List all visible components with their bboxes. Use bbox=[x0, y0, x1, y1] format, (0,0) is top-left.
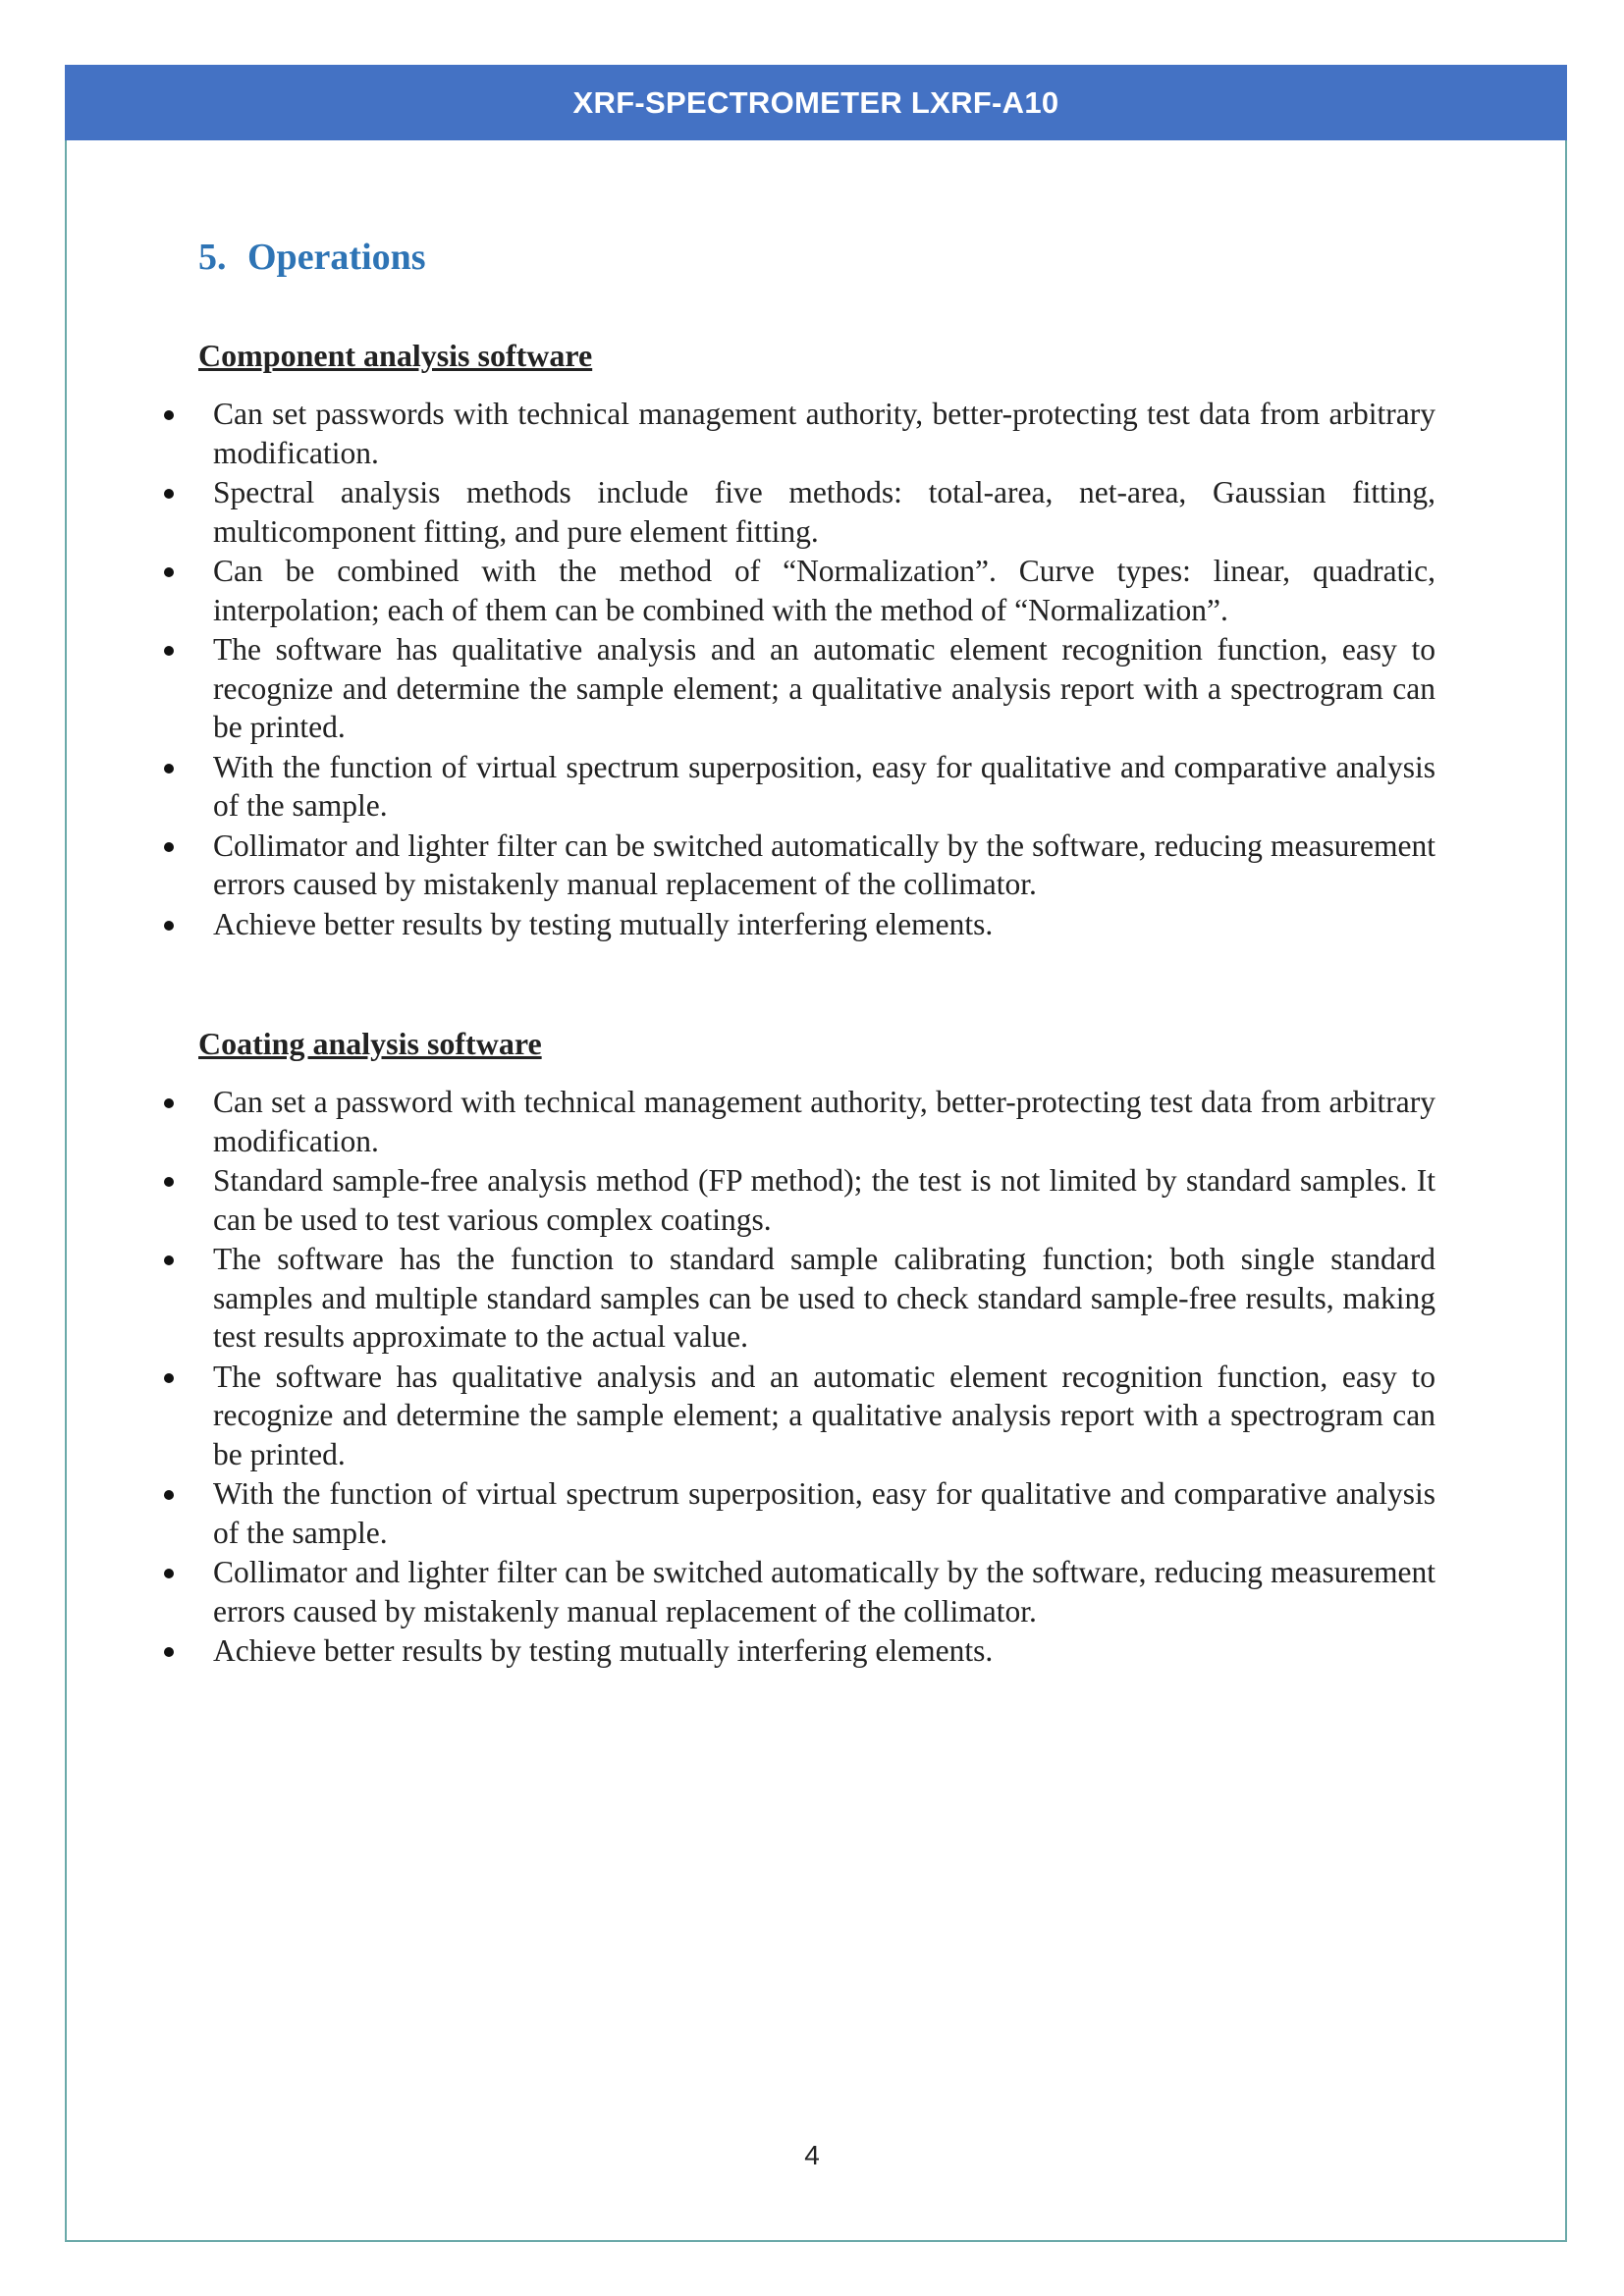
bullet-icon bbox=[164, 1647, 174, 1657]
list-item: The software has qualitative analysis and an automatic element recognition function, easy to recognize and determine the sample element; a qualitative analysis report with a spectrogram can be printed. bbox=[157, 630, 1435, 747]
bullet-icon bbox=[164, 1490, 174, 1500]
list-item: Can be combined with the method of “Normalization”. Curve types: linear, quadratic, interpolation; each of them can be combined with the method of “Normalization”. bbox=[157, 552, 1435, 629]
component-software-list bbox=[157, 395, 1435, 943]
bullet-icon bbox=[164, 1569, 174, 1578]
list-item: Standard sample-free analysis method (FP method); the test is not limited by standard samples. It can be used to test various complex coatings. bbox=[157, 1161, 1435, 1239]
list-item: The software has the function to standard sample calibrating function; both single standard samples and multiple standard samples can be used to check standard sample-free results, making test results approximate to the actual value. bbox=[157, 1240, 1435, 1357]
bullet-icon bbox=[164, 764, 174, 774]
list-item: Collimator and lighter filter can be switched automatically by the software, reducing measurement errors caused by mistakenly manual replacement of the collimator. bbox=[157, 1553, 1435, 1630]
coating-software-heading: Coating analysis software bbox=[198, 1026, 542, 1061]
list-item: Can set a password with technical management authority, better-protecting test data from arbitrary modification. bbox=[157, 1083, 1435, 1160]
bullet-icon bbox=[164, 567, 174, 577]
page-number: 4 bbox=[804, 2140, 820, 2170]
document-title: XRF-SPECTROMETER LXRF-A10 bbox=[572, 84, 1059, 120]
list-item: With the function of virtual spectrum superposition, easy for qualitative and comparative analysis of the sample. bbox=[157, 1474, 1435, 1552]
coating-software-list bbox=[157, 1083, 1435, 1671]
bullet-icon bbox=[164, 1177, 174, 1187]
list-item: Collimator and lighter filter can be switched automatically by the software, reducing measurement errors caused by mistakenly manual replacement of the collimator. bbox=[157, 827, 1435, 904]
list-item: Spectral analysis methods include five methods: total-area, net-area, Gaussian fitting, multicomponent fitting, and pure element fitting. bbox=[157, 473, 1435, 551]
section-number: 5. bbox=[198, 237, 227, 278]
bullet-icon bbox=[164, 1255, 174, 1265]
section-heading bbox=[198, 234, 1435, 281]
list-item: Achieve better results by testing mutually interfering elements. bbox=[157, 905, 1435, 944]
bullet-icon bbox=[164, 1098, 174, 1108]
component-software-heading: Component analysis software bbox=[198, 338, 593, 373]
bullet-icon bbox=[164, 1373, 174, 1383]
bullet-icon bbox=[164, 646, 174, 656]
bullet-icon bbox=[164, 921, 174, 931]
list-item: Achieve better results by testing mutually interfering elements. bbox=[157, 1631, 1435, 1671]
list-item: The software has qualitative analysis and an automatic element recognition function, easy to recognize and determine the sample element; a qualitative analysis report with a spectrogram can be printed. bbox=[157, 1358, 1435, 1474]
bullet-icon bbox=[164, 489, 174, 499]
page-content bbox=[157, 234, 1435, 1672]
bullet-icon bbox=[164, 842, 174, 852]
section-title: Operations bbox=[247, 237, 426, 278]
bullet-icon bbox=[164, 410, 174, 420]
header-bar bbox=[65, 65, 1567, 140]
list-item: With the function of virtual spectrum superposition, easy for qualitative and comparative analysis of the sample. bbox=[157, 748, 1435, 826]
list-item: Can set passwords with technical management authority, better-protecting test data from arbitrary modification. bbox=[157, 395, 1435, 472]
